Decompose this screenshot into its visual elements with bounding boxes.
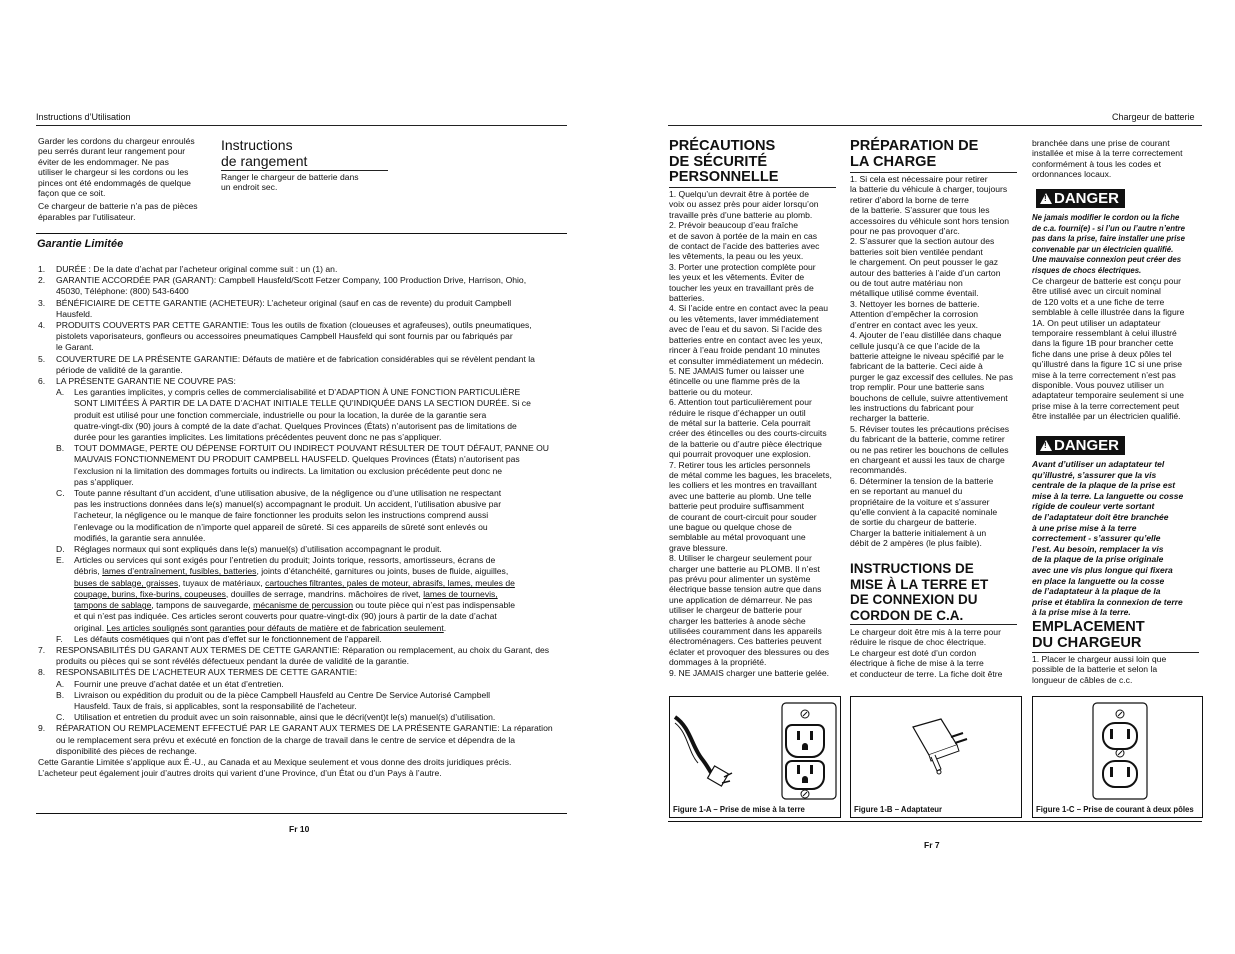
warranty-top-rule (36, 233, 567, 234)
grounding-text: Le chargeur doit être mis à la terre pour réduire le risque de choc électrique. Le chargeur est doté d’un cordon électrique à fiche de mise à la terre et conducteur de terre. La fiche doit être (850, 627, 1003, 679)
warranty-item: 9. RÉPARATION OU REMPLACEMENT EFFECTUÉ PAR LE GARANT AUX TERMES DE LA PRÉSENTE GARANTIE: La réparation ou le remplacement sera prévu et exécuté en fonction de la charge de travail dans le centre de service et dépendra de la disponibilité des pièces de rechange. (38, 723, 553, 756)
warranty-subitem: B. TOUT DOMMAGE, PERTE OU DÉPENSE FORTUIT OU INDIRECT POUVANT RÉSULTER DE TOUT DÉFAUT, PANNE OU MAUVAIS FONCTIONNEMENT DU PRODUIT CAMPBELL HAUSFELD. Quelques Provinces (États) n’autorisent pas l’exclusion ni la limitation des dommages fortuits ou indirects. La limitation ou exclusion précédente peut donc ne pas s’appliquer. (56, 443, 549, 487)
grounding-title: INSTRUCTIONS DE MISE À LA TERRE ET DE CONNEXION DU CORDON DE C.A. (850, 561, 989, 623)
warranty-title: Garantie Limitée (37, 238, 124, 250)
warning-icon (1040, 193, 1052, 204)
warranty-item: 4. PRODUITS COUVERTS PAR CETTE GARANTIE: Tous les outils de fixation (cloueuses et agrafeuses), outils pneumatiques, pistolets vaporisateurs, gonfleurs ou accessoires pneumatiques Campbell Hausfeld qui sont fournis par ou fabriqués par le Garant. (38, 320, 532, 353)
right-header-rule (668, 125, 1202, 126)
safety-title: PRÉCAUTIONS DE SÉCURITÉ PERSONNELLE (669, 138, 779, 186)
warranty-item: 3. BÉNÉFICIAIRE DE CETTE GARANTIE (ACHETEUR): L’acheteur original (sauf en cas de revente) du produit Campbell Hausfeld. (38, 297, 512, 319)
warranty-item: 6. LA PRÉSENTE GARANTIE NE COUVRE PAS: (38, 376, 236, 387)
storage-note-1: Garder les cordons du chargeur enroulés peu serrés durant leur rangement pour éviter de les endommager. Ne pas utiliser le chargeur si les cordons ou les pinces ont été endommagés de quelque façon que ce soit. (38, 136, 195, 199)
location-text: 1. Placer le chargeur aussi loin que possible de la batterie et selon la longueur de câbles de c.c. (1032, 654, 1167, 685)
warranty-subitem: A. Les garanties implicites, y compris celles de commercialisabilité et D’ADAPTION À UNE FONCTION PARTICULIÈRE SONT LIMITÉES À PARTIR DE LA DATE D’ACHAT INITIALE TELLE QU’INDIQUÉE DANS LA SECTION DURÉE. Si ce produit est utilisé pour une fonction commerciale, industrielle ou pour la location, la durée de la garantie sera quatre-vingt-dix (90) jours à compté de la date d’achat. Quelques Provinces (États) n’autorisent pas de limitations de durée pour les garanties implicites. Les limitations précédentes peuvent donc ne pas s’appliquer. (56, 387, 531, 443)
storage-text: Ranger le chargeur de batterie dans un endroit sec. (221, 172, 359, 193)
grounding-title-rule (850, 624, 1017, 625)
danger-text-2: Avant d’utiliser un adaptateur tel qu’illustré, s’assurer que la vis centrale de la plaque de la prise est mise à la terre. La languette ou cosse rigide de couleur verte sortant de l’adaptateur doit être branchée à une prise mise à la terre correctement - s’assurer qu’elle l’est. Au besoin, remplacer la vis de la plaque de la prise originale avec une vis plus longue qui fixera en place la languette ou la cosse de l’adaptateur à la plaque de la prise et établira la connexion de terre à la prise mise à la terre. (1032, 459, 1184, 618)
storage-title: Instructions de rangement (221, 137, 308, 169)
figure-1a-caption: Figure 1-A – Prise de mise à la terre (673, 805, 805, 814)
warranty-item: 8. RESPONSABILITÉS DE L’ACHETEUR AUX TERMES DE CETTE GARANTIE: (38, 667, 358, 678)
danger-badge-1: !DANGER (1036, 189, 1125, 208)
two-prong-outlet-illustration (1033, 697, 1202, 802)
warranty-list (38, 264, 573, 779)
adapter-text: Ce chargeur de batterie est conçu pour être utilisé avec un circuit nominal de 120 volts et a une fiche de terre semblable à celle illustrée dans la figure 1A. On peut utiliser un adaptateur temporaire ressemblant à celui illustré dans la figure 1B pour brancher cette fiche dans une prise à deux pôles tel qu’illustré dans la figure 1C si une prise mise à la terre correctement n’est pas disponible. Vous pouvez utiliser un adaptateur temporaire seulement si une prise mise à la terre correctement peut être installée par un électricien qualifié. (1032, 276, 1185, 422)
figure-1a (669, 696, 841, 818)
warranty-subitem-e: E. Articles ou services qui sont exigés pour l’entretien du produit; Joints torique, ressorts, amortisseurs, écrans de débris, lames d’entraînement, fusibles, batteries, joints d’étanchéité, garnitures ou joints, buses de fluide, aiguilles, buses de sablage, graisses, tuyaux de matériaux, cartouches filtrantes, pales de moteur, abrasifs, lames, meules de coupage, burins, fixe-burins, coupeuses, douilles de serrage, mandrins. mâchoires de rivet, lames de tournevis, tampons de sablage, tampons de sauvegarde, mécanisme de percussion ou toute pièce qui n’est pas indispensable et qui n’est pas indiquée. Ces articles seront couverts pour quatre-vingt-dix (90) jours à partir de la date d’achat original. Les articles soulignés sont garanties pour défauts de matière et de fabrication seulement. (56, 555, 515, 633)
storage-title-rule (221, 170, 388, 171)
right-bottom-rule (668, 821, 1202, 822)
location-title-rule (1032, 652, 1199, 653)
charge-prep-text: 1. Si cela est nécessaire pour retirer la batterie du véhicule à charger, toujours retirer d’abord la borne de terre de la batterie. S’assurer que tous les accessoires du véhicule sont hors tension pour ne pas provoquer d’arc. 2. S’assurer que la section autour des batteries soit bien ventilée pendant le chargement. On peut pousser le gaz autour des batteries à l’aide d’un carton ou de tout autre matériau non métallique utilisé comme éventail. 3. Nettoyer les bornes de batterie. Attention d’empêcher la corrosion d’entrer en contact avec les yeux. 4. Ajouter de l’eau distillée dans chaque cellule jusqu’à ce que l’acide de la batterie atteigne le niveau spécifié par le fabricant de la batterie. Ceci aide à purger le gaz excessif des cellules. Ne pas trop remplir. Pour une batterie sans bouchons de cellule, suivre attentivement les instructions du fabricant pour recharger la batterie. 5. Réviser toutes les précautions précises du fabricant de la batterie, comme retirer ou ne pas retirer les bouchons de cellules en chargeant et aussi les taux de charge recommandés. 6. Déterminer la tension de la batterie en se reportant au manuel du propriétaire de la voiture et s’assurer qu’elle convient à la capacité nominale de sortie du chargeur de batterie. Charger la batterie initialement à un débit de 2 ampères (le plus faible). (850, 174, 1013, 549)
storage-note-2: Ce chargeur de batterie n’a pas de pièces éparables par l’utilisateur. (38, 201, 198, 222)
right-page-number: Fr 7 (924, 840, 940, 850)
warranty-subitem: D. Réglages normaux qui sont expliqués dans le(s) manuel(s) d’utilisation accompagnant le produit. (56, 544, 442, 555)
danger-badge-2: !DANGER (1036, 436, 1125, 455)
warning-icon (1040, 440, 1052, 451)
warranty-subitem: C. Toute panne résultant d’un accident, d’une utilisation abusive, de la négligence ou d’une utilisation ne respectant pas les instructions données dans le(s) manuel(s) accompagnant le produit. Un accident, l’utilisation abusive par l’acheteur, la négligence ou le manque de faire fonctionner les produits selon les instructions comprend aussi l’enlevage ou la modification de n’importe quel appareil de sûreté. Si ces appareils de sûreté sont enlevés ou modifiés, la garantie sera annulée. (56, 488, 502, 543)
figure-1c (1032, 696, 1203, 818)
left-header: Instructions d’Utilisation (36, 112, 131, 122)
warranty-item: 7. RESPONSABILITÉS DU GARANT AUX TERMES DE CETTE GARANTIE: Réparation ou remplacement, au choix du Garant, des produits ou pièces qui se sont révélés défectueux pendant la durée de validité de la garantie. (38, 644, 550, 667)
warranty-item: 2. GARANTIE ACCORDÉE PAR (GARANT): Campbell Hausfeld/Scott Fetzer Company, 100 Production Drive, Harrison, Ohio, 45030, Téléphone: (800) 543-6400 (38, 275, 527, 297)
charge-prep-title: PRÉPARATION DE LA CHARGE (850, 138, 979, 170)
plug-text: branchée dans une prise de courant installée et mise à la terre correctement conformément à tous les codes et ordonnances locaux. (1032, 138, 1183, 180)
figure-1b (850, 696, 1022, 818)
safety-text: 1. Quelqu’un devrait être à portée de voix ou assez près pour aider lorsqu’on travaille près d’une batterie au plomb. 2. Prévoir beaucoup d’eau fraîche et de savon à portée de la main en cas de contact de l’acide des batteries avec les vêtements, la peau ou les yeux. 3. Porter une protection complète pour les yeux et les vêtements. Éviter de toucher les yeux en travaillant près de batteries. 4. Si l’acide entre en contact avec la peau ou les vêtements, laver immédiatement avec de l’eau et du savon. Si l’acide des batteries entre en contact avec les yeux, rincer à l’eau froide pendant 10 minutes et consulter immédiatement un médecin. 5. NE JAMAIS fumer ou laisser une étincelle ou une flamme près de la batterie ou du moteur. 6. Attention tout particulièrement pour réduire le risque d’échapper un outil de métal sur la batterie. Cela pourrait créer des étincelles ou des courts-circuits de la batterie ou d’autre pièce électrique qui pourrait provoquer une explosion. 7. Retirer tous les articles personnels de métal comme les bagues, les bracelets, les colliers et les montres en travaillant avec une batterie au plomb. Une telle batterie peut produire suffisamment de courant de court-circuit pour souder une bague ou quelque chose de semblable au métal provoquant une grave blessure. 8. Utiliser le chargeur seulement pour charger une batterie au PLOMB. Il n’est pas prévu pour alimenter un système électrique basse tension autre que dans une application de démarreur. Ne pas utiliser le chargeur de batterie pour charger les batteries à anode sèche utilisées couramment dans les appareils électroménagers. Ces batteries peuvent éclater et provoquer des blessures ou des dommages à la propriété. 9. NE JAMAIS charger une batterie gelée. (669, 189, 832, 678)
location-title: EMPLACEMENT DU CHARGEUR (1032, 619, 1145, 651)
figure-1c-caption: Figure 1-C – Prise de courant à deux pôles (1036, 805, 1194, 814)
safety-title-rule (669, 187, 836, 188)
warranty-closing: Cette Garantie Limitée s’applique aux É.-U., au Canada et au Mexique seulement et vous donne des droits juridiques précis. L’acheteur peut également jouir d’autres droits qui varient d’une Province, d’un État ou d’un Pays à l’autre. (38, 756, 512, 779)
warranty-subitem: C. Utilisation et entretien du produit avec un soin raisonnable, ainsi que le décri(vent)t le(s) manuel(s) d’utilisation. (56, 712, 496, 723)
left-header-rule (36, 125, 567, 126)
adapter-illustration (851, 697, 1021, 802)
warranty-subitem: B. Livraison ou expédition du produit ou de la pièce Campbell Hausfeld au Centre De Service Autorisé Campbell Hausfeld. Taux de frais, si applicables, sont la responsabilité de l’acheteur. (56, 689, 491, 711)
danger-text-1: Ne jamais modifier le cordon ou la fiche de c.a. fourni(e) - si l’un ou l’autre n’entre pas dans la prise, faire installer une prise convenable par un électricien qualifié. Une mauvaise connexion peut créer des risques de chocs électriques. (1032, 213, 1185, 275)
warranty-item: 5. COUVERTURE DE LA PRÉSENTE GARANTIE: Défauts de matière et de fabrication considérables qui se révèlent pendant la période de validité de la garantie. (38, 353, 535, 375)
warranty-item: 1. DURÉE : De la date d’achat par l’acheteur original comme suit : un (1) an. (38, 264, 338, 274)
warranty-bottom-rule (36, 813, 567, 814)
right-header: Chargeur de batterie (1112, 112, 1195, 122)
grounded-plug-outlet-illustration (670, 697, 840, 802)
figure-1b-caption: Figure 1-B – Adaptateur (854, 805, 943, 814)
charge-prep-title-rule (850, 172, 1017, 173)
left-page-number: Fr 10 (289, 824, 310, 834)
warranty-subitem: F. Les défauts cosmétiques qui n’ont pas d’effet sur le fonctionnement de l’appareil. (56, 633, 382, 644)
storage-notes (38, 136, 218, 222)
warranty-subitem: A. Fournir une preuve d’achat datée et un état d’entretien. (56, 678, 284, 689)
